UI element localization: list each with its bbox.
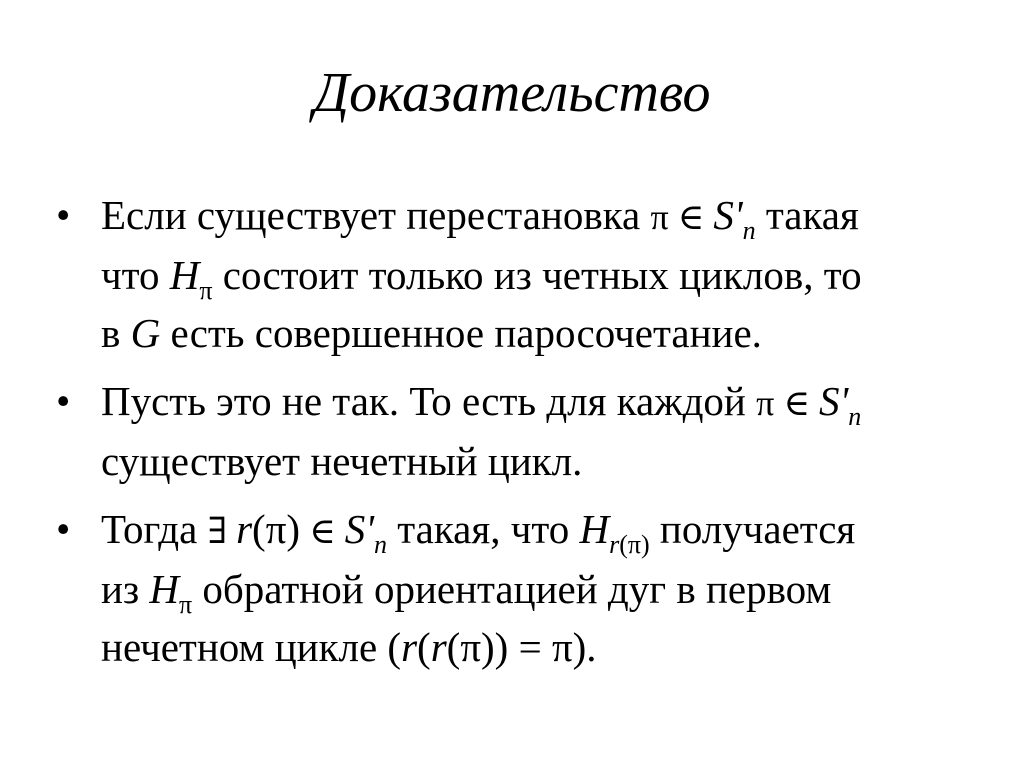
symbol-in: ∈ xyxy=(668,197,714,237)
symbol-exists: ∃ xyxy=(207,511,237,551)
symbol-pi: π xyxy=(650,197,669,237)
text: существует нечетный цикл. xyxy=(101,438,583,484)
text: такая, что xyxy=(387,506,580,552)
bullet-line xyxy=(101,304,956,362)
bullet-line xyxy=(101,372,956,432)
subscript-pi: π xyxy=(179,590,193,619)
text: получается xyxy=(649,506,856,552)
symbol-in: ∈ xyxy=(300,511,345,551)
text: состоит только из четных циклов, то xyxy=(212,252,862,298)
bullet-item xyxy=(56,500,956,676)
text: Тогда xyxy=(101,506,208,552)
symbol-s: S' xyxy=(344,506,374,552)
symbol-r: r xyxy=(430,624,447,670)
bullet-line xyxy=(101,186,956,246)
symbol-g: G xyxy=(130,310,161,356)
bullet-line xyxy=(101,560,956,618)
symbol-in: ∈ xyxy=(774,383,819,423)
subscript-r: r xyxy=(609,530,620,559)
symbol-s: S' xyxy=(713,192,743,238)
subscript-n: n xyxy=(742,216,756,245)
bullet-line xyxy=(101,246,956,304)
subscript-arg: (π) xyxy=(619,530,650,559)
text: ( xyxy=(417,624,431,670)
bullet-dot-icon: • xyxy=(56,506,71,552)
bullet-item xyxy=(56,186,956,362)
symbol-r: r xyxy=(401,624,418,670)
subscript-pi: π xyxy=(199,276,213,305)
text: что xyxy=(101,252,170,298)
text: (π)) = π). xyxy=(446,624,597,670)
symbol-s: S' xyxy=(818,378,849,424)
bullet-item xyxy=(56,372,956,490)
bullet-dot-icon: • xyxy=(56,378,71,424)
symbol-h: H xyxy=(579,506,610,552)
bullet-line xyxy=(101,500,956,560)
symbol-h: H xyxy=(149,566,179,612)
text: из xyxy=(101,566,150,612)
text: обратной ориентацией дуг в первом xyxy=(192,566,832,612)
text: есть совершенное паросочетание. xyxy=(160,310,762,356)
text: в xyxy=(101,310,131,356)
slide-title: Доказательство xyxy=(313,62,711,124)
text: такая xyxy=(755,192,859,238)
bullet-list xyxy=(56,186,956,686)
symbol-r: r xyxy=(236,506,253,552)
text: нечетном цикле ( xyxy=(101,624,402,670)
bullet-dot-icon: • xyxy=(56,192,71,238)
subscript-n: n xyxy=(374,530,387,559)
bullet-line xyxy=(101,618,956,676)
subscript-n: n xyxy=(848,402,862,431)
text: Если существует перестановка xyxy=(101,192,651,238)
bullet-line xyxy=(101,432,956,490)
text: Пусть это не так. То есть для каждой xyxy=(101,378,757,424)
symbol-pi: π xyxy=(756,383,775,423)
symbol-h: H xyxy=(169,252,200,298)
symbol-arg: (π) xyxy=(252,506,301,552)
